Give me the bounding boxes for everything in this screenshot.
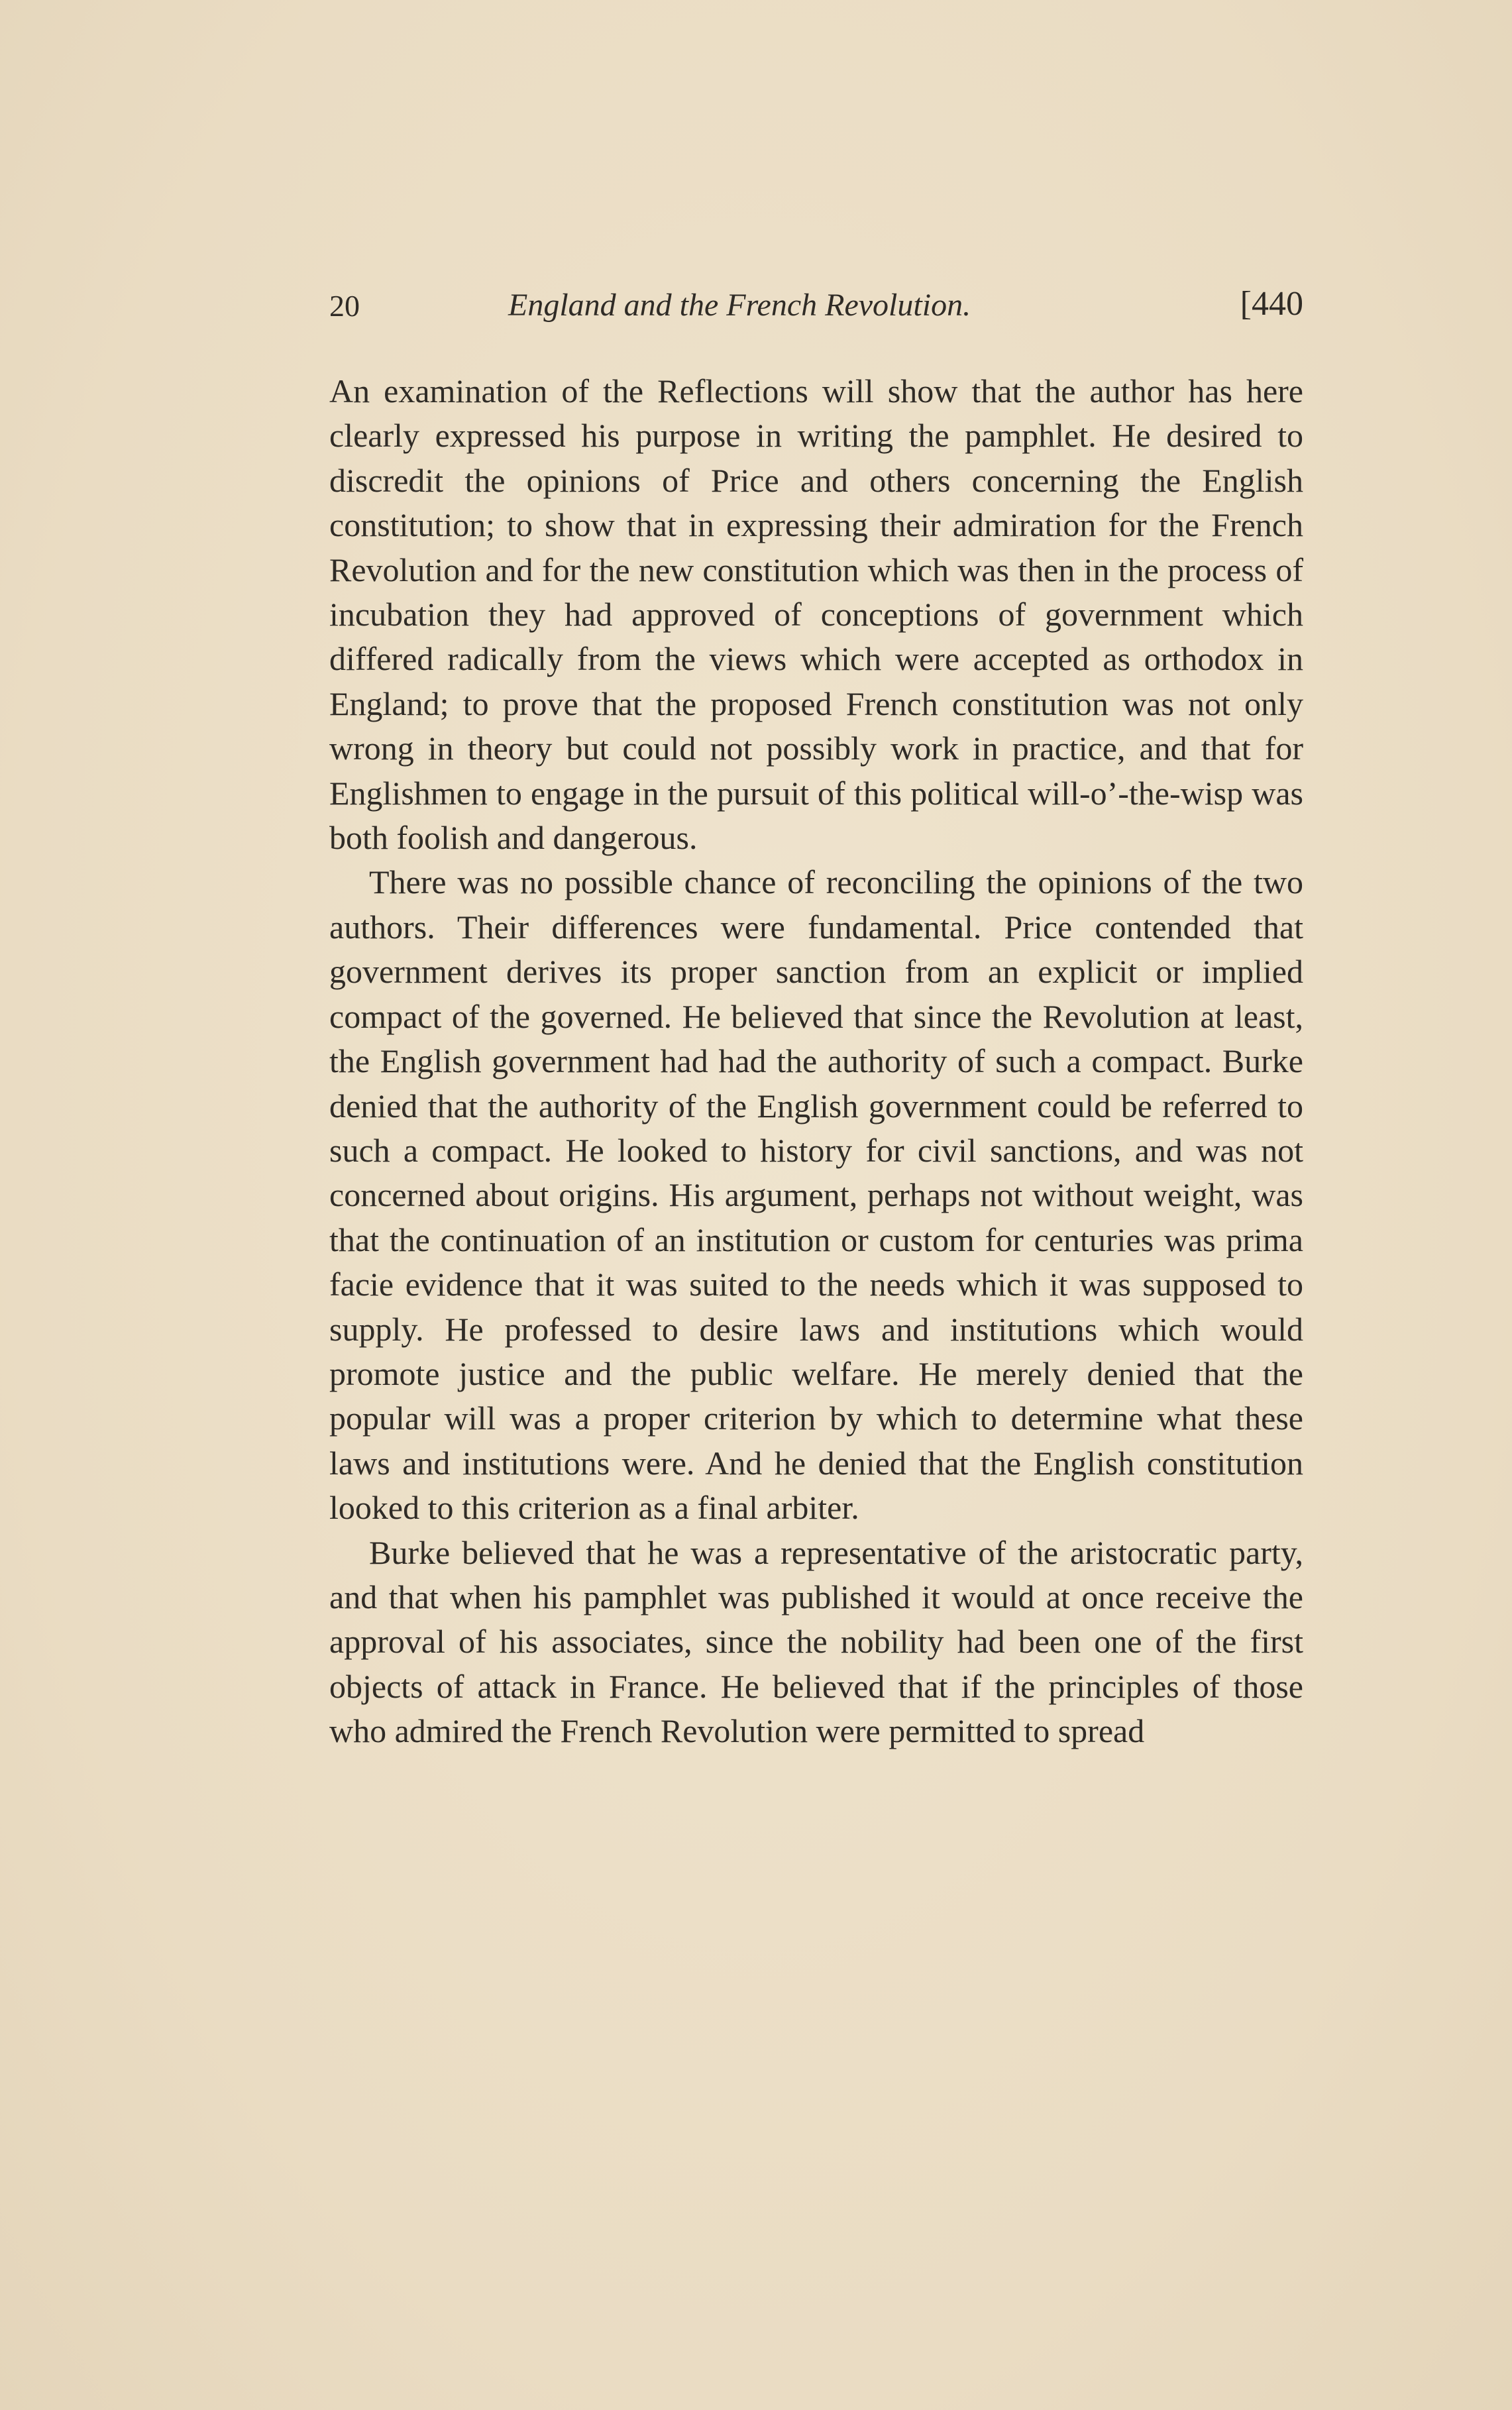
- running-title: England and the French Revolution.: [508, 288, 971, 323]
- page-number: 20: [329, 289, 360, 323]
- paragraph-3: Burke believed that he was a representative of the aristocratic party, and that when his pamphlet was published it would at once receive the approval of his associates, since the nobility had been one of the first objects of attack in France. He believed that if the principles of those who admired the French Revolution were permitted to spread: [329, 1533, 1303, 1750]
- section-marker: [440: [1240, 285, 1303, 323]
- paragraph-1: An examination of the Reflections will show that the author has here clearly expressed his purpose in writing the pamphlet. He desired to discredit the opinions of Price and others concerning the English constitution; to show that in expressing their admiration for the French Revolution and for the new constitution which was then in the process of incubation they had approved of conceptions of government which differed radically from the views which were accepted as orthodox in England; to prove that the proposed French constitution was not only wrong in theory but could not possibly work in practice, and that for Englishmen to engage in the pursuit of this political will-o’-the-wisp was both foolish and dangerous.: [329, 372, 1303, 857]
- page-header: [329, 282, 1303, 335]
- body-text: [329, 369, 1303, 1754]
- paragraph-2: There was no possible chance of reconciling the opinions of the two authors. Their differences were fundamental. Price contended that government derives its proper sanction from an explicit or implied compact of the governed. He believed that since the Revolution at least, the English government had had the authority of such a compact. Burke denied that the authority of the English government could be referred to such a compact. He looked to history for civil sanctions, and was not concerned about origins. His argument, perhaps not without weight, was that the continuation of an institution or custom for centuries was prima facie evidence that it was suited to the needs which it was supposed to supply. He professed to desire laws and institutions which would promote justice and the public welfare. He merely denied that the popular will was a proper criterion by which to determine what these laws and institutions were. And he denied that the English constitution looked to this criterion as a final arbiter.: [329, 863, 1303, 1527]
